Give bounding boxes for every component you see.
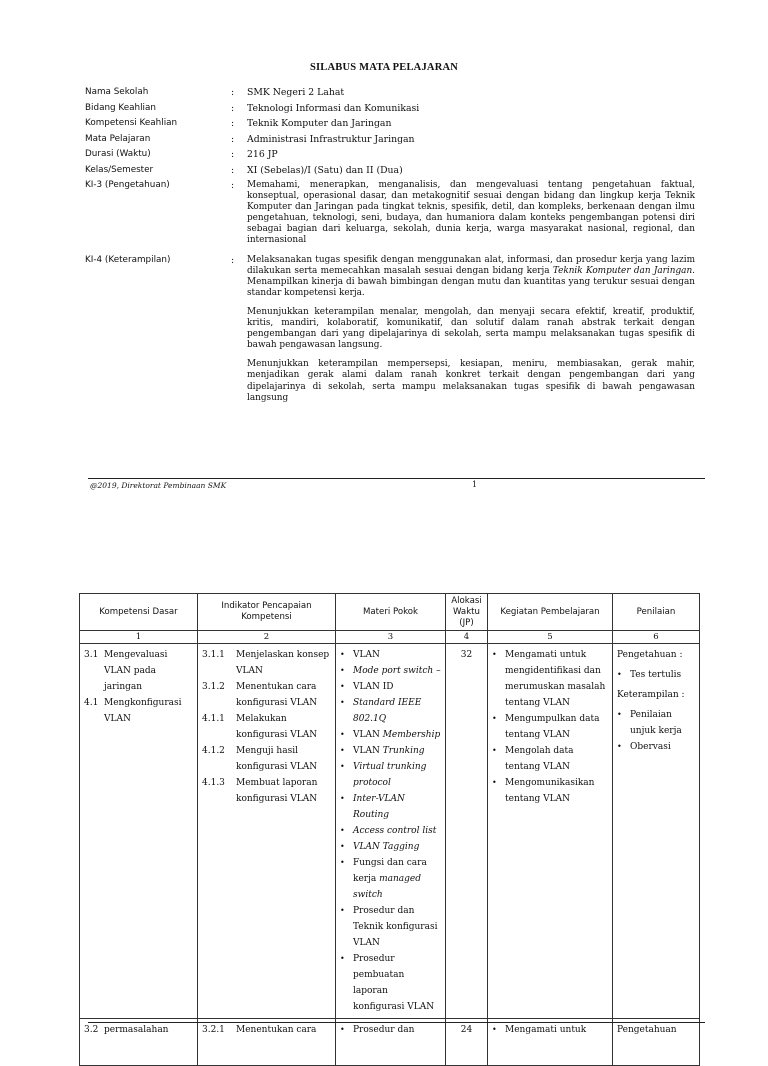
kd-cell: 3.2 permasalahan [80, 1019, 198, 1066]
list-item: • VLAN Trunking [340, 746, 425, 756]
kegiatan-cell [488, 1019, 613, 1066]
list-item: • Prosedur dan Teknik konfigurasi VLAN [340, 906, 438, 948]
info-value: Administrasi Infrastruktur Jaringan [247, 133, 415, 145]
list-item: • Tes tertulis [617, 670, 682, 680]
list-item: • Obervasi [617, 742, 671, 752]
list-item: • Prosedur pembuatan laporan konfigurasi VLAN [340, 954, 435, 1012]
ipk-item: 4.1.3 Membuat laporan konfigurasi VLAN [202, 778, 318, 804]
jp-cell: 32 [446, 644, 488, 1019]
penilaian-list [617, 707, 695, 755]
info-row-competency: Kompetensi Keahlian : Teknik Komputer dan Jaringan [85, 116, 695, 132]
ipk-cell [198, 644, 336, 1019]
info-row-field: Bidang Keahlian : Teknologi Informasi dan Komunikasi [85, 101, 695, 117]
info-label: KI-3 (Pengetahuan) [85, 180, 170, 190]
kd-cell [80, 644, 198, 1019]
table-number-row: 1 2 3 4 5 6 [80, 631, 700, 644]
bottom-divider [88, 1022, 705, 1023]
list-item: • Mode port switch – [340, 666, 441, 676]
ipk-item: 4.1.2 Menguji hasil konfigurasi VLAN [202, 746, 318, 772]
info-label: Kompetensi Keahlian [85, 118, 178, 128]
page-number: 1 [472, 480, 478, 489]
info-value: 216 JP [247, 149, 278, 160]
penilaian-cell [613, 644, 700, 1019]
kd-item: 3.1 Mengevaluasi VLAN pada jaringan [84, 650, 168, 692]
info-label: Durasi (Waktu) [85, 149, 151, 159]
kegiatan-list [492, 647, 608, 807]
penilaian-list [617, 667, 695, 683]
ipk-item: 3.1.2 Menentukan cara konfigurasi VLAN [202, 682, 318, 708]
footer-copyright: @2019, Direktorat Pembinaan SMK [90, 481, 227, 490]
jp-cell: 24 [446, 1019, 488, 1066]
materi-list [340, 647, 441, 1015]
header-kd: Kompetensi Dasar [80, 594, 198, 631]
info-value: Teknik Komputer dan Jaringan [247, 118, 392, 129]
list-item: • Standard IEEE 802.1Q [340, 698, 422, 724]
list-item: • Prosedur dan [340, 1025, 415, 1035]
info-section [85, 85, 695, 404]
ipk-cell: 3.2.1 Menentukan cara [198, 1019, 336, 1066]
info-label: KI-4 (Keterampilan) [85, 254, 171, 265]
header-kegiatan: Kegiatan Pembelajaran [488, 594, 613, 631]
header-ipk: Indikator Pencapaian Kompetensi [198, 594, 336, 631]
list-item: • Inter-VLAN Routing [340, 794, 405, 820]
info-label: Kelas/Semester [85, 164, 154, 175]
kegiatan-cell [488, 644, 613, 1019]
list-item: • Mengamati untuk [492, 1025, 587, 1035]
list-item: • Virtual trunking protocol [340, 762, 427, 788]
header-materi: Materi Pokok [336, 594, 446, 631]
list-item: • Mengolah data tentang VLAN [492, 746, 574, 772]
info-row-class: Kelas/Semester : XI (Sebelas)/I (Satu) dan II (Dua) [85, 163, 695, 179]
info-row-school: Nama Sekolah : SMK Negeri 2 Lahat [85, 85, 695, 101]
info-label: Nama Sekolah [85, 87, 149, 97]
ki3-text: Memahami, menerapkan, menganalisis, dan mengevaluasi tentang pengetahuan faktual, konseptual, operasional dasar, dan metakognitif sesuai dengan bidang dan lingkup kerja Teknik Komputer dan Jaringan pada tingkat teknis, spesifik, detil, dan kompleks, berkenaan dengan ilmu pengetahuan, teknologi, seni, budaya, dan humaniora dalam konteks pengembangan potensi diri sebagai bagian dari keluarga, sekolah, dunia kerja, warga masyarakat nasional, regional, dan internasional [247, 180, 695, 246]
ki4-paragraph-2: Menunjukkan keterampilan menalar, mengolah, dan menyaji secara efektif, kreatif, produktif, kritis, mandiri, kolaboratif, komunikatif, dan solutif dalam ranah abstrak terkait dengan pengembangan dari yang dipelajarinya di sekolah, serta mampu melaksanakan tugas spesifik di bawah pengawasan langsung. [247, 306, 695, 351]
materi-cell [336, 1019, 446, 1066]
info-value: SMK Negeri 2 Lahat [247, 87, 345, 98]
list-item: • Penilaian unjuk kerja [617, 710, 682, 736]
kd-item: 4.1 Mengkonfigurasi VLAN [84, 698, 182, 724]
info-label: Bidang Keahlian [85, 102, 156, 113]
list-item: • VLAN [340, 650, 380, 660]
list-item: • Mengumpulkan data tentang VLAN [492, 714, 600, 740]
header-alokasi: Alokasi Waktu (JP) [446, 594, 488, 631]
list-item: • VLAN Tagging [340, 842, 420, 852]
table-row [80, 644, 700, 1019]
syllabus-table [79, 593, 700, 1066]
list-item: • VLAN ID [340, 682, 394, 692]
table-header-row [80, 594, 700, 631]
table-row [80, 1019, 700, 1066]
list-item: • Fungsi dan cara kerja managed switch [340, 858, 427, 900]
ki4-paragraph-1: Melaksanakan tugas spesifik dengan menggunakan alat, informasi, dan prosedur kerja yang lazim dilakukan serta memecahkan masalah sesuai dengan bidang kerja Teknik Komputer dan Jaringan. Menampilkan kinerja di bawah bimbingan dengan mutu dan kuantitas yang terukur sesuai dengan standar kompetensi kerja. [247, 254, 695, 298]
info-row-duration: Durasi (Waktu) : 216 JP [85, 147, 695, 163]
materi-cell [336, 644, 446, 1019]
list-item: • Mengomunikasikan tentang VLAN [492, 778, 595, 804]
penilaian-pengetahuan-label: Pengetahuan : [617, 650, 683, 660]
info-label: Mata Pelajaran [85, 133, 151, 144]
document-title: SILABUS MATA PELAJARAN [309, 62, 459, 73]
list-item: • Access control list [340, 826, 437, 836]
info-row-subject: Mata Pelajaran : Administrasi Infrastruktur Jaringan [85, 132, 695, 148]
penilaian-keterampilan-label: Keterampilan : [617, 690, 685, 700]
ipk-item: 3.1.1 Menjelaskan konsep VLAN [202, 650, 330, 676]
list-item: • Mengamati untuk mengidentifikasi dan merumuskan masalah tentang VLAN [492, 650, 606, 708]
info-row-ki4: KI-4 (Keterampilan) : Melaksanakan tugas spesifik dengan menggunakan alat, informasi, dan prosedur kerja yang lazim dilakukan serta memecahkan masalah sesuai dengan bidang kerja Teknik Komputer dan Jaringan. Menampilkan kinerja di bawah bimbingan dengan mutu dan kuantitas yang terukur sesuai dengan standar kompetensi kerja. Menunjukkan keterampilan menalar, mengolah, dan menyaji secara efektif, kreatif, produktif, kritis, mandiri, kolaboratif, komunikatif, dan solutif dalam ranah abstrak terkait dengan pengembangan dari yang dipelajarinya di sekolah, serta mampu melaksanakan tugas spesifik di bawah pengawasan langsung. Menunjukkan keterampilan mempersepsi, kesiapan, meniru, membiasakan, gerak mahir, menjadikan gerak alami dalam ranah konkret terkait dengan pengembangan dari yang dipelajarinya di sekolah, serta mampu melaksanakan tugas spesifik di bawah pengawasan langsung [85, 254, 695, 403]
info-value: Teknologi Informasi dan Komunikasi [247, 102, 420, 114]
info-row-ki3: KI-3 (Pengetahuan) : Memahami, menerapkan, menganalisis, dan mengevaluasi tentang pengetahuan faktual, konseptual, operasional dasar, dan metakognitif sesuai dengan bidang dan lingkup kerja Teknik Komputer dan Jaringan pada tingkat teknis, spesifik, detil, dan kompleks, berkenaan dengan ilmu pengetahuan, teknologi, seni, budaya, dan humaniora dalam konteks pengembangan potensi diri sebagai bagian dari keluarga, sekolah, dunia kerja, warga masyarakat nasional, regional, dan internasional [85, 180, 695, 246]
footer-divider [88, 478, 705, 479]
info-value: XI (Sebelas)/I (Satu) dan II (Dua) [247, 164, 403, 176]
header-penilaian: Penilaian [613, 594, 700, 631]
ipk-item: 4.1.1 Melakukan konfigurasi VLAN [202, 714, 318, 740]
penilaian-cell: Pengetahuan [613, 1019, 700, 1066]
ki4-paragraph-3: Menunjukkan keterampilan mempersepsi, kesiapan, meniru, membiasakan, gerak mahir, menjadikan gerak alami dalam ranah konkret terkait dengan pengembangan dari yang dipelajarinya di sekolah, serta mampu melaksanakan tugas spesifik di bawah pengawasan langsung [247, 359, 695, 403]
list-item: • VLAN Membership [340, 730, 441, 740]
